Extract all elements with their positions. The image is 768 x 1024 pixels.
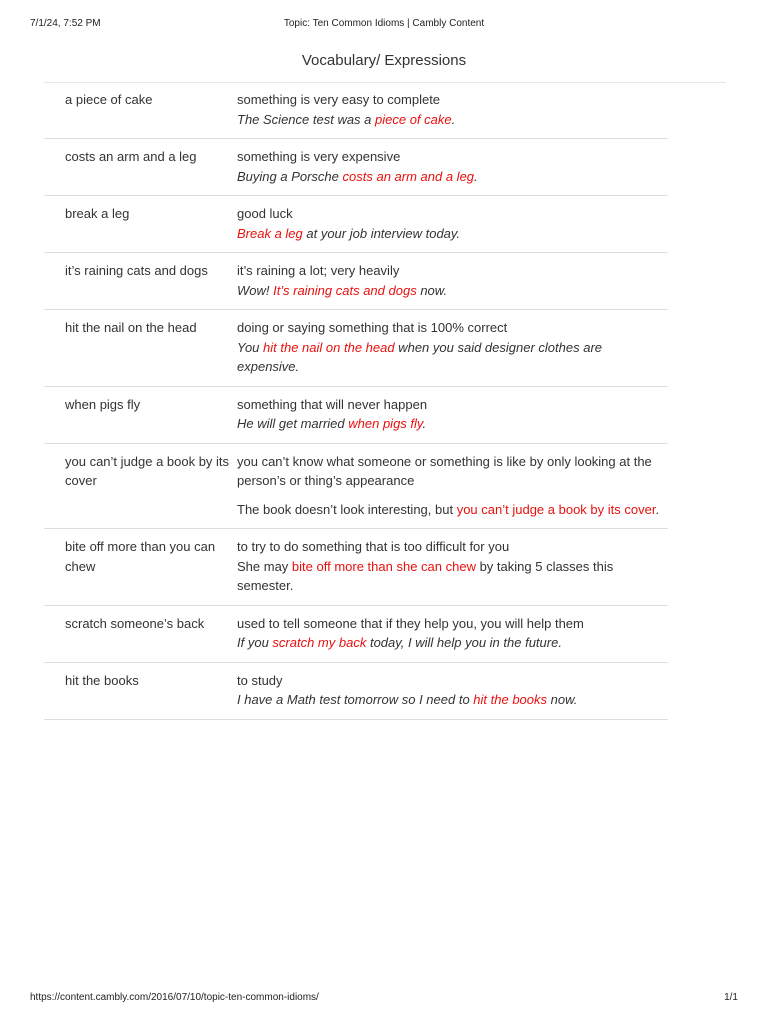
example-text: by taking 5 classes this semester. [237,558,614,593]
example-sentence [237,414,660,434]
idiom-highlight: scratch my back [272,635,367,650]
example-text: at your job interview today. [302,225,461,241]
idiom-highlight: hit the nail on the head [263,339,395,355]
idiom-highlight: piece of cake [375,111,452,127]
idiom-cell: hit the books [65,672,139,688]
definition-text: doing or saying something that is 100% correct [237,320,508,335]
definition-cell [237,147,668,186]
definition-cell [237,452,668,520]
example-sentence [237,338,660,377]
idiom-cell: when pigs fly [65,396,141,412]
vocabulary-table [44,82,668,720]
definition-text: good luck [237,206,293,221]
definition-cell [237,204,668,243]
example-text: She may [237,558,292,574]
definition-cell [237,318,668,377]
page-count: 1/1 [724,992,738,1003]
idiom-cell: you can’t judge a book by its cover [65,453,230,488]
table-row [44,310,668,387]
example-text: You [237,339,264,355]
idiom-highlight: bite off more than she can chew [291,558,476,574]
table-row [44,606,668,663]
definition-cell [237,261,668,300]
idiom-cell: costs an arm and a leg [65,149,197,164]
idiom-highlight: hit the books [473,692,548,707]
definition-text: to study [237,672,283,688]
example-sentence [237,557,660,596]
example-sentence [237,633,660,653]
idiom-cell: break a leg [65,206,130,221]
idiom-cell: a piece of cake [65,92,153,107]
example-text: Wow! [237,282,274,298]
table-row [44,196,668,253]
idiom-cell: bite off more than you can chew [65,539,216,574]
section-title: Vocabulary/ Expressions [301,52,467,69]
print-header [30,18,738,32]
example-sentence [237,500,660,520]
page-url[interactable]: https://content.cambly.com/2016/07/10/topic-ten-common-idioms/ [30,992,319,1003]
example-text: today, I will help you in the future. [366,635,562,650]
definition-text: it’s raining a lot; very heavily [237,263,400,278]
definition-cell [237,395,668,434]
idiom-cell: hit the nail on the head [65,320,197,335]
example-text: when you said designer clothes are expensive. [237,339,602,374]
print-page-title: Topic: Ten Common Idioms | Cambly Content [283,18,485,29]
definition-text: something is very easy to complete [237,92,441,107]
definition-cell [237,671,668,710]
definition-text: something that will never happen [237,396,428,412]
table-row [44,139,668,196]
example-text: now. [547,692,578,707]
definition-text: you can’t know what someone or something is like by only looking at the person’s or thing’s appearance [237,453,652,488]
idiom-highlight: costs an arm and a leg [342,168,475,184]
print-footer [30,992,738,1006]
table-row [44,253,668,310]
example-text: . [451,111,456,127]
example-text: I have a Math test tomorrow so I need to [237,692,474,707]
definition-cell [237,537,668,596]
idiom-highlight: Break a leg [237,225,303,241]
table-row [44,663,668,720]
table-row [44,82,668,139]
definition-text: used to tell someone that if they help you, you will help them [237,615,584,631]
example-text: . [655,501,660,517]
table-row [44,444,668,530]
idiom-cell: it’s raining cats and dogs [65,263,208,278]
example-text: If you [237,635,273,650]
table-row [44,387,668,444]
example-sentence [237,281,660,301]
example-text: The Science test was a [237,111,376,127]
idiom-highlight: It’s raining cats and dogs [273,282,417,298]
example-text: Buying a Porsche [237,168,343,184]
definition-text: to try to do something that is too difficult for you [237,539,510,554]
example-sentence [237,167,660,187]
definition-cell [237,614,668,653]
example-text: He will get married [237,416,349,431]
example-text: . [474,168,478,184]
example-text: . [422,416,427,431]
example-sentence [237,224,660,244]
example-text: The book doesn’t look interesting, but [237,501,457,517]
idiom-highlight: when pigs fly [348,416,423,431]
table-row [44,529,668,606]
print-datetime: 7/1/24, 7:52 PM [30,18,101,29]
example-sentence [237,690,660,710]
example-sentence [237,110,660,130]
definition-cell [237,90,668,129]
idiom-highlight: you can’t judge a book by its cover [456,501,656,517]
definition-text: something is very expensive [237,149,401,164]
example-text: now. [416,282,448,298]
idiom-cell: scratch someone’s back [65,615,205,631]
